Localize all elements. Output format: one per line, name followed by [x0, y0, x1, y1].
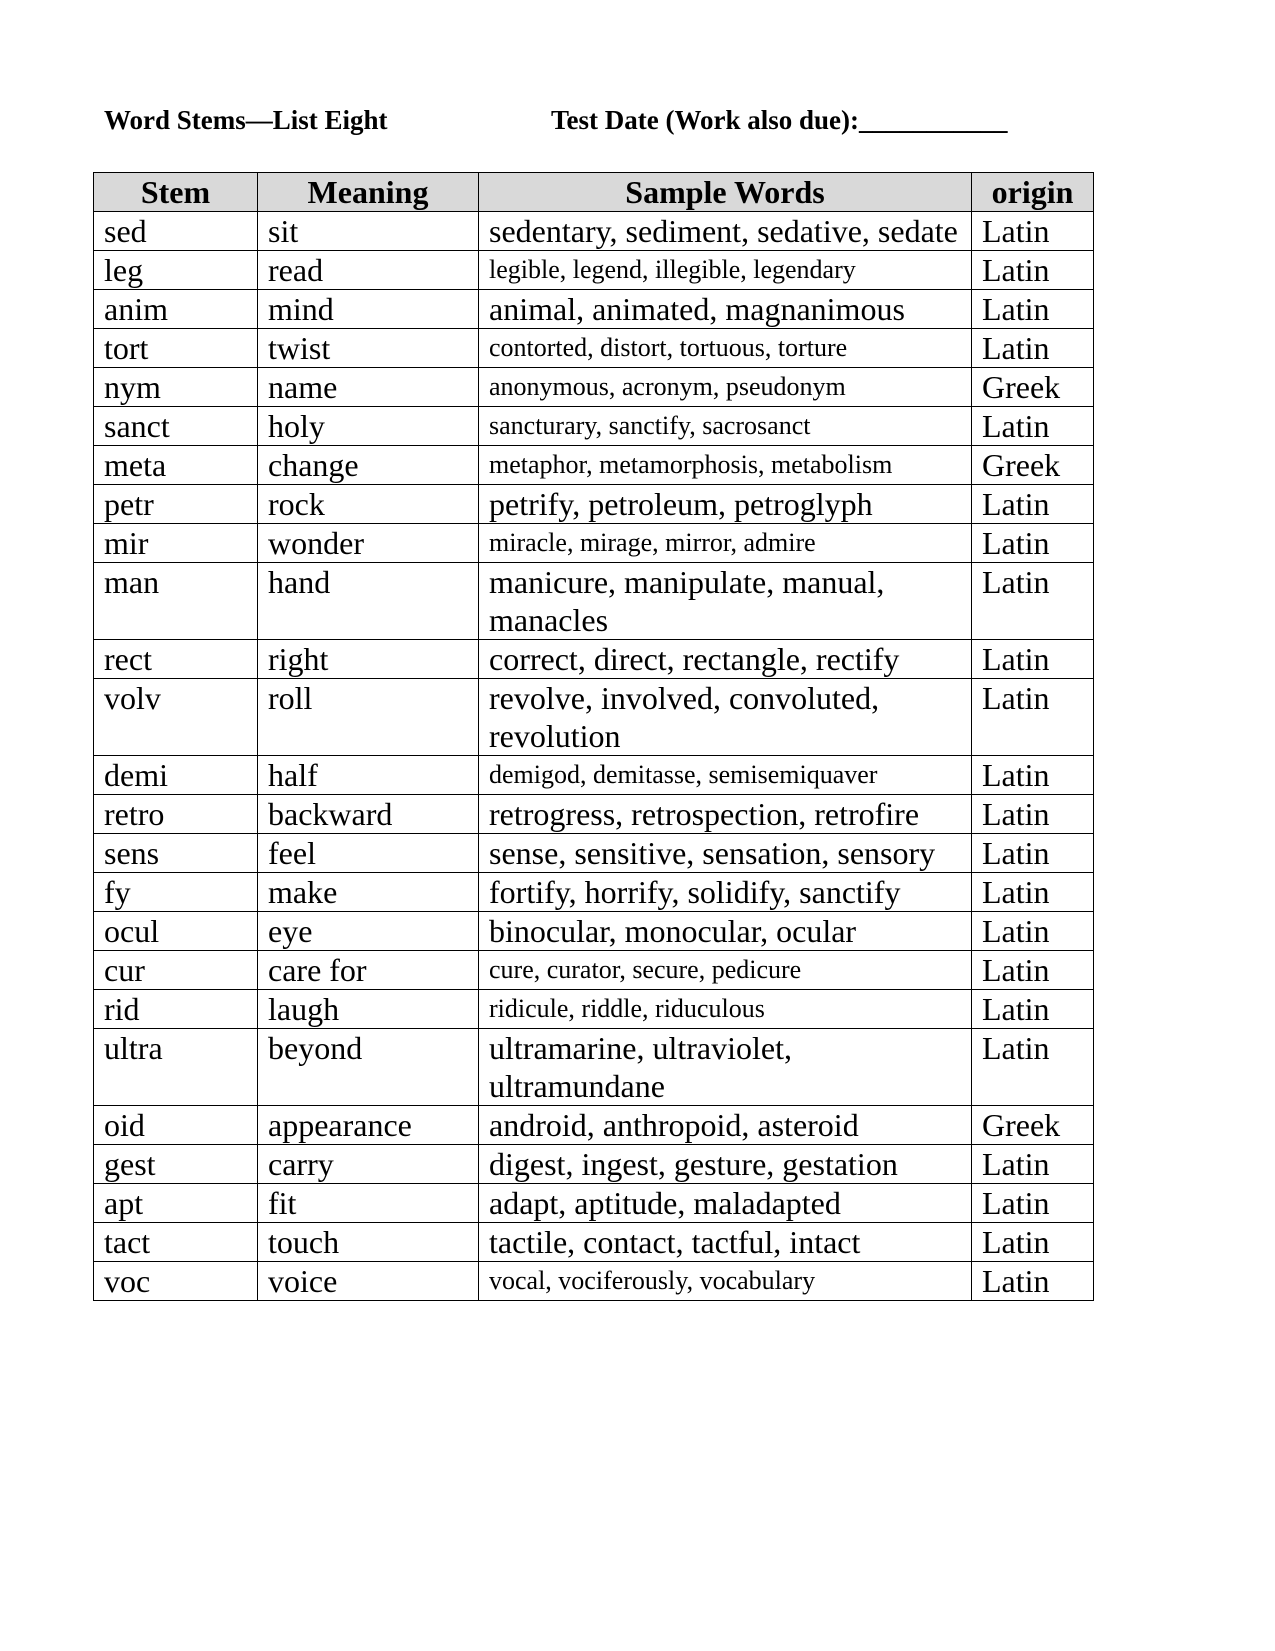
sample-words-cell: vocal, vociferously, vocabulary	[479, 1262, 972, 1301]
meaning-cell: mind	[258, 290, 479, 329]
origin-cell: Greek	[972, 446, 1094, 485]
origin-cell: Latin	[972, 795, 1094, 834]
stem-cell: nym	[94, 368, 258, 407]
origin-cell: Latin	[972, 834, 1094, 873]
page-header	[104, 100, 1064, 140]
sample-words-cell: android, anthropoid, asteroid	[479, 1106, 972, 1145]
sample-words-cell: contorted, distort, tortuous, torture	[479, 329, 972, 368]
table-row	[94, 212, 1094, 251]
meaning-cell: wonder	[258, 524, 479, 563]
table-row	[94, 640, 1094, 679]
table-row	[94, 524, 1094, 563]
meaning-cell: sit	[258, 212, 479, 251]
origin-cell: Latin	[972, 1223, 1094, 1262]
meaning-cell: twist	[258, 329, 479, 368]
origin-cell: Latin	[972, 640, 1094, 679]
origin-cell: Latin	[972, 329, 1094, 368]
origin-cell: Latin	[972, 485, 1094, 524]
stem-cell: gest	[94, 1145, 258, 1184]
sample-words-cell: petrify, petroleum, petroglyph	[479, 485, 972, 524]
sample-words-cell: binocular, monocular, ocular	[479, 912, 972, 951]
origin-cell: Latin	[972, 912, 1094, 951]
origin-cell: Latin	[972, 524, 1094, 563]
origin-cell: Latin	[972, 212, 1094, 251]
table-row	[94, 1184, 1094, 1223]
meaning-cell: laugh	[258, 990, 479, 1029]
meaning-cell: appearance	[258, 1106, 479, 1145]
table-row	[94, 251, 1094, 290]
stem-cell: petr	[94, 485, 258, 524]
table-row	[94, 290, 1094, 329]
origin-cell: Latin	[972, 1145, 1094, 1184]
meaning-cell: holy	[258, 407, 479, 446]
table-row	[94, 756, 1094, 795]
origin-cell: Latin	[972, 290, 1094, 329]
stem-cell: fy	[94, 873, 258, 912]
meaning-cell: read	[258, 251, 479, 290]
stem-cell: meta	[94, 446, 258, 485]
meaning-cell: fit	[258, 1184, 479, 1223]
sample-words-cell: demigod, demitasse, semisemiquaver	[479, 756, 972, 795]
meaning-cell: hand	[258, 563, 479, 640]
meaning-cell: make	[258, 873, 479, 912]
stem-cell: cur	[94, 951, 258, 990]
meaning-cell: half	[258, 756, 479, 795]
origin-cell: Greek	[972, 1106, 1094, 1145]
sample-words-cell: fortify, horrify, solidify, sanctify	[479, 873, 972, 912]
stem-cell: rid	[94, 990, 258, 1029]
stem-cell: ultra	[94, 1029, 258, 1106]
origin-cell: Latin	[972, 407, 1094, 446]
meaning-cell: name	[258, 368, 479, 407]
meaning-cell: right	[258, 640, 479, 679]
origin-cell: Latin	[972, 1184, 1094, 1223]
stem-cell: rect	[94, 640, 258, 679]
table-row	[94, 407, 1094, 446]
origin-cell: Latin	[972, 679, 1094, 756]
table-body	[94, 212, 1094, 1301]
table-row	[94, 795, 1094, 834]
stem-cell: demi	[94, 756, 258, 795]
stem-cell: sanct	[94, 407, 258, 446]
table-header-row	[94, 173, 1094, 212]
meaning-cell: care for	[258, 951, 479, 990]
sample-words-cell: adapt, aptitude, maladapted	[479, 1184, 972, 1223]
origin-cell: Latin	[972, 251, 1094, 290]
meaning-cell: voice	[258, 1262, 479, 1301]
table-row	[94, 1262, 1094, 1301]
meaning-cell: touch	[258, 1223, 479, 1262]
table-row	[94, 1145, 1094, 1184]
table-row	[94, 990, 1094, 1029]
meaning-cell: backward	[258, 795, 479, 834]
table-row	[94, 329, 1094, 368]
sample-words-cell: legible, legend, illegible, legendary	[479, 251, 972, 290]
test-date-label: Test Date (Work also due):___________	[551, 105, 1008, 135]
page-title: Word Stems—List Eight	[104, 105, 388, 135]
sample-words-cell: digest, ingest, gesture, gestation	[479, 1145, 972, 1184]
origin-cell: Latin	[972, 873, 1094, 912]
origin-cell: Greek	[972, 368, 1094, 407]
sample-words-cell: sedentary, sediment, sedative, sedate	[479, 212, 972, 251]
sample-words-cell: cure, curator, secure, pedicure	[479, 951, 972, 990]
meaning-cell: feel	[258, 834, 479, 873]
table-row	[94, 1106, 1094, 1145]
stem-cell: voc	[94, 1262, 258, 1301]
column-header-meaning: Meaning	[258, 173, 479, 212]
stem-cell: sed	[94, 212, 258, 251]
stem-cell: sens	[94, 834, 258, 873]
sample-words-cell: manicure, manipulate, manual, manacles	[479, 563, 972, 640]
stem-cell: oid	[94, 1106, 258, 1145]
origin-cell: Latin	[972, 951, 1094, 990]
sample-words-cell: metaphor, metamorphosis, metabolism	[479, 446, 972, 485]
stem-cell: tort	[94, 329, 258, 368]
meaning-cell: eye	[258, 912, 479, 951]
table-row	[94, 679, 1094, 756]
meaning-cell: change	[258, 446, 479, 485]
origin-cell: Latin	[972, 563, 1094, 640]
sample-words-cell: animal, animated, magnanimous	[479, 290, 972, 329]
meaning-cell: beyond	[258, 1029, 479, 1106]
meaning-cell: carry	[258, 1145, 479, 1184]
word-stems-table	[93, 172, 1094, 1301]
origin-cell: Latin	[972, 990, 1094, 1029]
table-row	[94, 912, 1094, 951]
sample-words-cell: retrogress, retrospection, retrofire	[479, 795, 972, 834]
sample-words-cell: tactile, contact, tactful, intact	[479, 1223, 972, 1262]
table-row	[94, 446, 1094, 485]
stem-cell: anim	[94, 290, 258, 329]
sample-words-cell: sancturary, sanctify, sacrosanct	[479, 407, 972, 446]
column-header-sample-words: Sample Words	[479, 173, 972, 212]
stem-cell: apt	[94, 1184, 258, 1223]
sample-words-cell: correct, direct, rectangle, rectify	[479, 640, 972, 679]
table-row	[94, 834, 1094, 873]
column-header-origin: origin	[972, 173, 1094, 212]
stem-cell: ocul	[94, 912, 258, 951]
meaning-cell: rock	[258, 485, 479, 524]
table-row	[94, 485, 1094, 524]
table-row	[94, 873, 1094, 912]
sample-words-cell: miracle, mirage, mirror, admire	[479, 524, 972, 563]
sample-words-cell: ridicule, riddle, riduculous	[479, 990, 972, 1029]
table-row	[94, 563, 1094, 640]
sample-words-cell: ultramarine, ultraviolet, ultramundane	[479, 1029, 972, 1106]
stem-cell: leg	[94, 251, 258, 290]
stem-cell: man	[94, 563, 258, 640]
sample-words-cell: anonymous, acronym, pseudonym	[479, 368, 972, 407]
stem-cell: volv	[94, 679, 258, 756]
stem-cell: retro	[94, 795, 258, 834]
table-row	[94, 1029, 1094, 1106]
table-row	[94, 368, 1094, 407]
origin-cell: Latin	[972, 756, 1094, 795]
meaning-cell: roll	[258, 679, 479, 756]
table-row	[94, 1223, 1094, 1262]
origin-cell: Latin	[972, 1262, 1094, 1301]
stem-cell: mir	[94, 524, 258, 563]
column-header-stem: Stem	[94, 173, 258, 212]
stem-cell: tact	[94, 1223, 258, 1262]
table-row	[94, 951, 1094, 990]
sample-words-cell: sense, sensitive, sensation, sensory	[479, 834, 972, 873]
origin-cell: Latin	[972, 1029, 1094, 1106]
sample-words-cell: revolve, involved, convoluted, revolution	[479, 679, 972, 756]
